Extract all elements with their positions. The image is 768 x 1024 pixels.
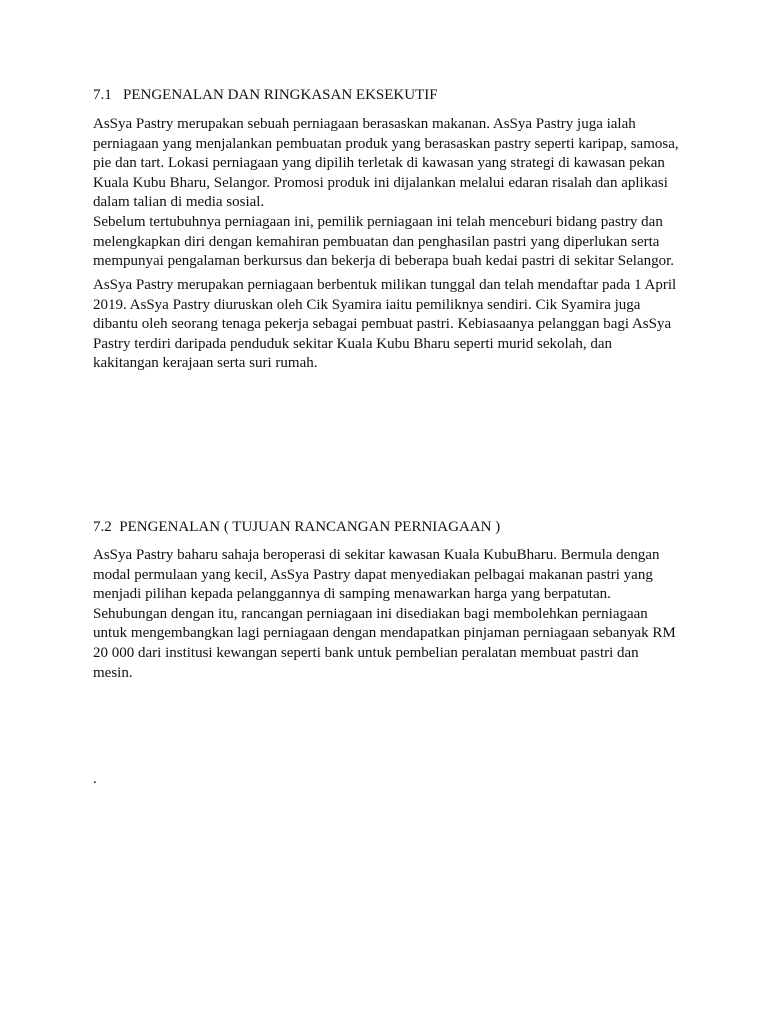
paragraph-line: perniagaan yang menjalankan pembuatan produk yang berasaskan pastry seperti karipap, samosa, [93, 135, 679, 152]
section-7-2-heading: 7.2 PENGENALAN ( TUJUAN RANCANGAN PERNIAGAAN ) [93, 519, 501, 535]
paragraph-line: Pastry terdiri daripada penduduk sekitar Kuala Kubu Bharu seperti murid sekolah, dan [93, 335, 613, 352]
paragraph-line: AsSya Pastry merupakan sebuah perniagaan berasaskan makanan. AsSya Pastry juga ialah [93, 116, 636, 132]
paragraph-line: untuk mengembangkan lagi perniagaan dengan mendapatkan pinjaman perniagaan sebanyak RM [93, 625, 676, 642]
paragraph-line: menjadi pilihan kepada pelanggannya di samping menawarkan harga yang berpatutan. [93, 586, 611, 603]
paragraph-line: mempunyai pengalaman berkursus dan bekerja di beberapa buah kedai pastri di sekitar Selangor. [93, 253, 675, 270]
trailing-period: . [93, 771, 97, 787]
paragraph-line: AsSya Pastry merupakan perniagaan berbentuk milikan tunggal dan telah mendaftar pada 1 April [93, 277, 677, 293]
paragraph-line: pie dan tart. Lokasi perniagaan yang dipilih terletak di kawasan yang strategi di kawasan pekan [93, 155, 665, 172]
paragraph-line: Sebelum tertubuhnya perniagaan ini, pemilik perniagaan ini telah menceburi bidang pastry dan [93, 214, 663, 230]
paragraph-line: mesin. [93, 664, 133, 681]
paragraph-line: Sehubungan dengan itu, rancangan perniagaan ini disediakan bagi membolehkan perniagaan [93, 605, 648, 622]
paragraph-line: kakitangan kerajaan serta suri rumah. [93, 355, 318, 372]
section-7-1-paragraph-3 [93, 276, 713, 374]
paragraph-line: Kuala Kubu Bharu, Selangor. Promosi produk ini dijalankan melalui edaran risalah dan aplikasi [93, 174, 668, 191]
paragraph-line: dalam talian di media sosial. [93, 194, 265, 211]
paragraph-line: 2019. AsSya Pastry diuruskan oleh Cik Syamira iaitu pemiliknya sendiri. Cik Syamira juga [93, 296, 641, 313]
paragraph-line: 20 000 dari institusi kewangan seperti bank untuk pembelian peralatan membuat pastri dan [93, 644, 639, 661]
section-7-1-paragraph-1 [93, 115, 713, 213]
section-7-1-heading: 7.1 PENGENALAN DAN RINGKASAN EKSEKUTIF [93, 87, 438, 103]
paragraph-line: dibantu oleh seorang tenaga pekerja sebagai pembuat pastri. Kebiasaanya pelanggan bagi AsSya [93, 316, 672, 333]
section-7-2-paragraph-1 [93, 546, 713, 683]
section-7-1-paragraph-2 [93, 213, 713, 272]
paragraph-line: AsSya Pastry baharu sahaja beroperasi di sekitar kawasan Kuala KubuBharu. Bermula dengan [93, 547, 660, 563]
paragraph-line: modal permulaan yang kecil, AsSya Pastry dapat menyediakan pelbagai makanan pastri yang [93, 566, 653, 583]
paragraph-line: melengkapkan diri dengan kemahiran pembuatan dan penghasilan pastri yang diperlukan serta [93, 233, 660, 250]
